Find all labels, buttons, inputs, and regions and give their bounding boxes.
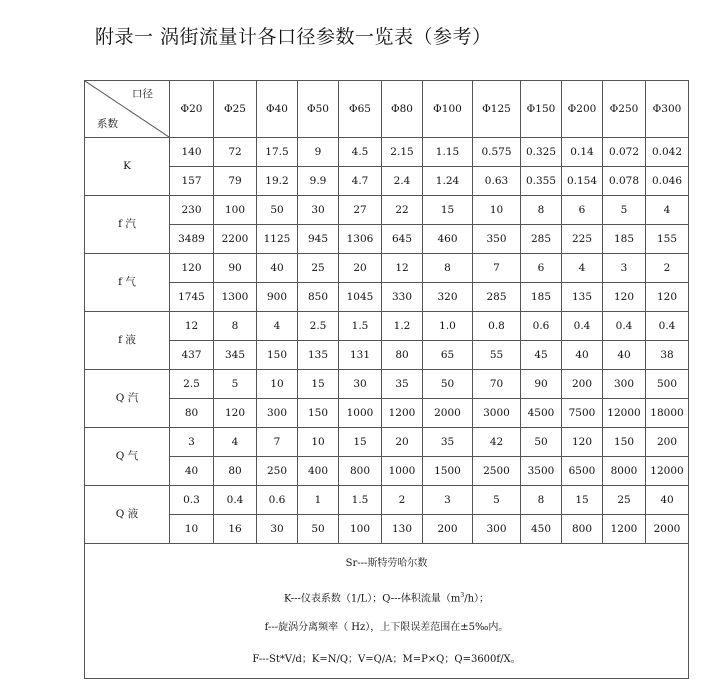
value-cell: 7: [257, 428, 298, 457]
value-cell: 8: [521, 486, 562, 515]
value-cell: 230: [170, 196, 214, 225]
value-cell: 6: [562, 196, 603, 225]
value-cell: 1745: [170, 283, 214, 312]
value-cell: 65: [423, 341, 473, 370]
value-cell: 3500: [521, 457, 562, 486]
value-cell: 185: [521, 283, 562, 312]
value-cell: 330: [382, 283, 423, 312]
value-cell: 645: [382, 225, 423, 254]
value-cell: 50: [521, 428, 562, 457]
parameter-label: f 汽: [85, 196, 170, 254]
value-cell: 800: [339, 457, 382, 486]
diameter-header: Φ250: [603, 81, 646, 138]
value-cell: 1200: [382, 399, 423, 428]
value-cell: 0.8: [473, 312, 521, 341]
diameter-header: Φ80: [382, 81, 423, 138]
note-k-superscript: 3: [460, 592, 465, 599]
value-cell: 17.5: [257, 138, 298, 167]
value-cell: 155: [646, 225, 689, 254]
table-row: [85, 312, 689, 341]
table-row: [85, 370, 689, 399]
value-cell: 0.4: [646, 312, 689, 341]
value-cell: 120: [646, 283, 689, 312]
value-cell: 2000: [646, 515, 689, 544]
value-cell: 10: [170, 515, 214, 544]
value-cell: 450: [521, 515, 562, 544]
value-cell: 200: [646, 428, 689, 457]
value-cell: 4.7: [339, 167, 382, 196]
value-cell: 30: [339, 370, 382, 399]
value-cell: 1125: [257, 225, 298, 254]
value-cell: 150: [603, 428, 646, 457]
value-cell: 1300: [214, 283, 257, 312]
table-row: [85, 428, 689, 457]
value-cell: 200: [562, 370, 603, 399]
value-cell: 400: [298, 457, 339, 486]
value-cell: 0.6: [521, 312, 562, 341]
value-cell: 5: [214, 370, 257, 399]
value-cell: 42: [473, 428, 521, 457]
value-cell: 4500: [521, 399, 562, 428]
value-cell: 0.4: [562, 312, 603, 341]
value-cell: 150: [298, 399, 339, 428]
value-cell: 18000: [646, 399, 689, 428]
value-cell: 3000: [473, 399, 521, 428]
value-cell: 1000: [382, 457, 423, 486]
table-row: [85, 138, 689, 167]
note-formula: F---St*V/d；K=N/Q；V=Q/A；M=P×Q；Q=3600f/X。: [252, 654, 521, 665]
value-cell: 15: [339, 428, 382, 457]
parameter-label: f 液: [85, 312, 170, 370]
value-cell: 345: [214, 341, 257, 370]
corner-cell: [85, 81, 170, 138]
value-cell: 8000: [603, 457, 646, 486]
value-cell: 1.2: [382, 312, 423, 341]
notes-cell: [85, 544, 689, 679]
value-cell: 0.4: [603, 312, 646, 341]
value-cell: 80: [214, 457, 257, 486]
diameter-header: Φ50: [298, 81, 339, 138]
value-cell: 1306: [339, 225, 382, 254]
note-sr: Sr---斯特劳哈尔数: [345, 558, 428, 569]
value-cell: 6: [521, 254, 562, 283]
value-cell: 140: [170, 138, 214, 167]
value-cell: 4: [562, 254, 603, 283]
value-cell: 1.24: [423, 167, 473, 196]
value-cell: 4: [257, 312, 298, 341]
value-cell: 0.042: [646, 138, 689, 167]
diameter-header: Φ40: [257, 81, 298, 138]
value-cell: 1.15: [423, 138, 473, 167]
value-cell: 7500: [562, 399, 603, 428]
value-cell: 2.15: [382, 138, 423, 167]
parameter-label: K: [85, 138, 170, 196]
value-cell: 185: [603, 225, 646, 254]
page-title: 附录一 涡街流量计各口径参数一览表（参考）: [95, 26, 492, 48]
value-cell: 90: [521, 370, 562, 399]
table-row: [85, 399, 689, 428]
corner-label-coefficient: 系数: [97, 117, 118, 130]
table-row: [85, 196, 689, 225]
value-cell: 4.5: [339, 138, 382, 167]
value-cell: 1500: [423, 457, 473, 486]
value-cell: 2.5: [170, 370, 214, 399]
value-cell: 50: [257, 196, 298, 225]
value-cell: 2.5: [298, 312, 339, 341]
value-cell: 10: [257, 370, 298, 399]
value-cell: 22: [382, 196, 423, 225]
value-cell: 800: [562, 515, 603, 544]
value-cell: 72: [214, 138, 257, 167]
notes-row: [85, 544, 689, 679]
header-row: [85, 81, 689, 138]
parameter-label: Q 液: [85, 486, 170, 544]
value-cell: 0.154: [562, 167, 603, 196]
value-cell: 35: [423, 428, 473, 457]
value-cell: 1000: [339, 399, 382, 428]
diameter-header: Φ150: [521, 81, 562, 138]
value-cell: 12000: [646, 457, 689, 486]
table-row: [85, 283, 689, 312]
value-cell: 131: [339, 341, 382, 370]
value-cell: 0.355: [521, 167, 562, 196]
value-cell: 3: [423, 486, 473, 515]
value-cell: 2500: [473, 457, 521, 486]
value-cell: 20: [339, 254, 382, 283]
note-k: [85, 580, 688, 612]
value-cell: 0.3: [170, 486, 214, 515]
value-cell: 55: [473, 341, 521, 370]
value-cell: 19.2: [257, 167, 298, 196]
table-row: [85, 225, 689, 254]
value-cell: 250: [257, 457, 298, 486]
value-cell: 20: [382, 428, 423, 457]
value-cell: 90: [214, 254, 257, 283]
value-cell: 0.325: [521, 138, 562, 167]
note-f: f---旋涡分离频率（ Hz），上下限误差范围在±5‰内。: [264, 622, 509, 633]
value-cell: 38: [646, 341, 689, 370]
value-cell: 0.14: [562, 138, 603, 167]
value-cell: 8: [521, 196, 562, 225]
value-cell: 0.63: [473, 167, 521, 196]
value-cell: 10: [473, 196, 521, 225]
value-cell: 0.046: [646, 167, 689, 196]
value-cell: 100: [339, 515, 382, 544]
value-cell: 45: [521, 341, 562, 370]
parameter-table: [84, 80, 689, 679]
value-cell: 16: [214, 515, 257, 544]
value-cell: 1045: [339, 283, 382, 312]
value-cell: 30: [257, 515, 298, 544]
value-cell: 900: [257, 283, 298, 312]
value-cell: 1200: [603, 515, 646, 544]
value-cell: 40: [257, 254, 298, 283]
parameter-label: Q 气: [85, 428, 170, 486]
value-cell: 850: [298, 283, 339, 312]
value-cell: 7: [473, 254, 521, 283]
value-cell: 15: [562, 486, 603, 515]
value-cell: 300: [257, 399, 298, 428]
value-cell: 200: [423, 515, 473, 544]
value-cell: 460: [423, 225, 473, 254]
value-cell: 120: [603, 283, 646, 312]
value-cell: 80: [170, 399, 214, 428]
value-cell: 2.4: [382, 167, 423, 196]
diameter-header: Φ200: [562, 81, 603, 138]
value-cell: 150: [257, 341, 298, 370]
value-cell: 3: [603, 254, 646, 283]
value-cell: 4: [646, 196, 689, 225]
value-cell: 0.072: [603, 138, 646, 167]
value-cell: 300: [473, 515, 521, 544]
value-cell: 350: [473, 225, 521, 254]
value-cell: 0.575: [473, 138, 521, 167]
value-cell: 2000: [423, 399, 473, 428]
value-cell: 1.5: [339, 312, 382, 341]
value-cell: 3: [170, 428, 214, 457]
value-cell: 4: [214, 428, 257, 457]
table-row: [85, 341, 689, 370]
value-cell: 12000: [603, 399, 646, 428]
value-cell: 300: [603, 370, 646, 399]
table-row: [85, 457, 689, 486]
value-cell: 9: [298, 138, 339, 167]
value-cell: 6500: [562, 457, 603, 486]
diameter-header: Φ300: [646, 81, 689, 138]
note-k-text-end: /h）；: [464, 593, 490, 605]
value-cell: 285: [473, 283, 521, 312]
diameter-header: Φ25: [214, 81, 257, 138]
value-cell: 10: [298, 428, 339, 457]
value-cell: 120: [170, 254, 214, 283]
value-cell: 0.4: [214, 486, 257, 515]
note-k-text: K---仪表系数（1/L）；Q---体积流量（m: [283, 593, 461, 605]
value-cell: 100: [214, 196, 257, 225]
value-cell: 8: [214, 312, 257, 341]
value-cell: 120: [214, 399, 257, 428]
value-cell: 40: [646, 486, 689, 515]
table-row: [85, 515, 689, 544]
diameter-header: Φ100: [423, 81, 473, 138]
value-cell: 120: [562, 428, 603, 457]
table-row: [85, 254, 689, 283]
value-cell: 320: [423, 283, 473, 312]
value-cell: 157: [170, 167, 214, 196]
value-cell: 25: [603, 486, 646, 515]
value-cell: 35: [382, 370, 423, 399]
corner-label-diameter: 口径: [132, 88, 153, 100]
value-cell: 79: [214, 167, 257, 196]
value-cell: 12: [170, 312, 214, 341]
value-cell: 3489: [170, 225, 214, 254]
value-cell: 15: [423, 196, 473, 225]
value-cell: 5: [603, 196, 646, 225]
value-cell: 2: [382, 486, 423, 515]
value-cell: 40: [603, 341, 646, 370]
value-cell: 135: [562, 283, 603, 312]
value-cell: 945: [298, 225, 339, 254]
value-cell: 225: [562, 225, 603, 254]
parameter-label: f 气: [85, 254, 170, 312]
value-cell: 135: [298, 341, 339, 370]
value-cell: 25: [298, 254, 339, 283]
value-cell: 50: [423, 370, 473, 399]
value-cell: 5: [473, 486, 521, 515]
value-cell: 0.6: [257, 486, 298, 515]
value-cell: 50: [298, 515, 339, 544]
value-cell: 9.9: [298, 167, 339, 196]
value-cell: 1.0: [423, 312, 473, 341]
value-cell: 130: [382, 515, 423, 544]
value-cell: 500: [646, 370, 689, 399]
value-cell: 40: [562, 341, 603, 370]
value-cell: 285: [521, 225, 562, 254]
table-row: [85, 167, 689, 196]
value-cell: 0.078: [603, 167, 646, 196]
value-cell: 437: [170, 341, 214, 370]
value-cell: 12: [382, 254, 423, 283]
value-cell: 70: [473, 370, 521, 399]
value-cell: 2200: [214, 225, 257, 254]
diameter-header: Φ65: [339, 81, 382, 138]
value-cell: 1.5: [339, 486, 382, 515]
value-cell: 40: [170, 457, 214, 486]
diameter-header: Φ20: [170, 81, 214, 138]
value-cell: 2: [646, 254, 689, 283]
value-cell: 15: [298, 370, 339, 399]
value-cell: 30: [298, 196, 339, 225]
table-row: [85, 486, 689, 515]
parameter-label: Q 汽: [85, 370, 170, 428]
value-cell: 80: [382, 341, 423, 370]
value-cell: 1: [298, 486, 339, 515]
diameter-header: Φ125: [473, 81, 521, 138]
value-cell: 27: [339, 196, 382, 225]
value-cell: 8: [423, 254, 473, 283]
